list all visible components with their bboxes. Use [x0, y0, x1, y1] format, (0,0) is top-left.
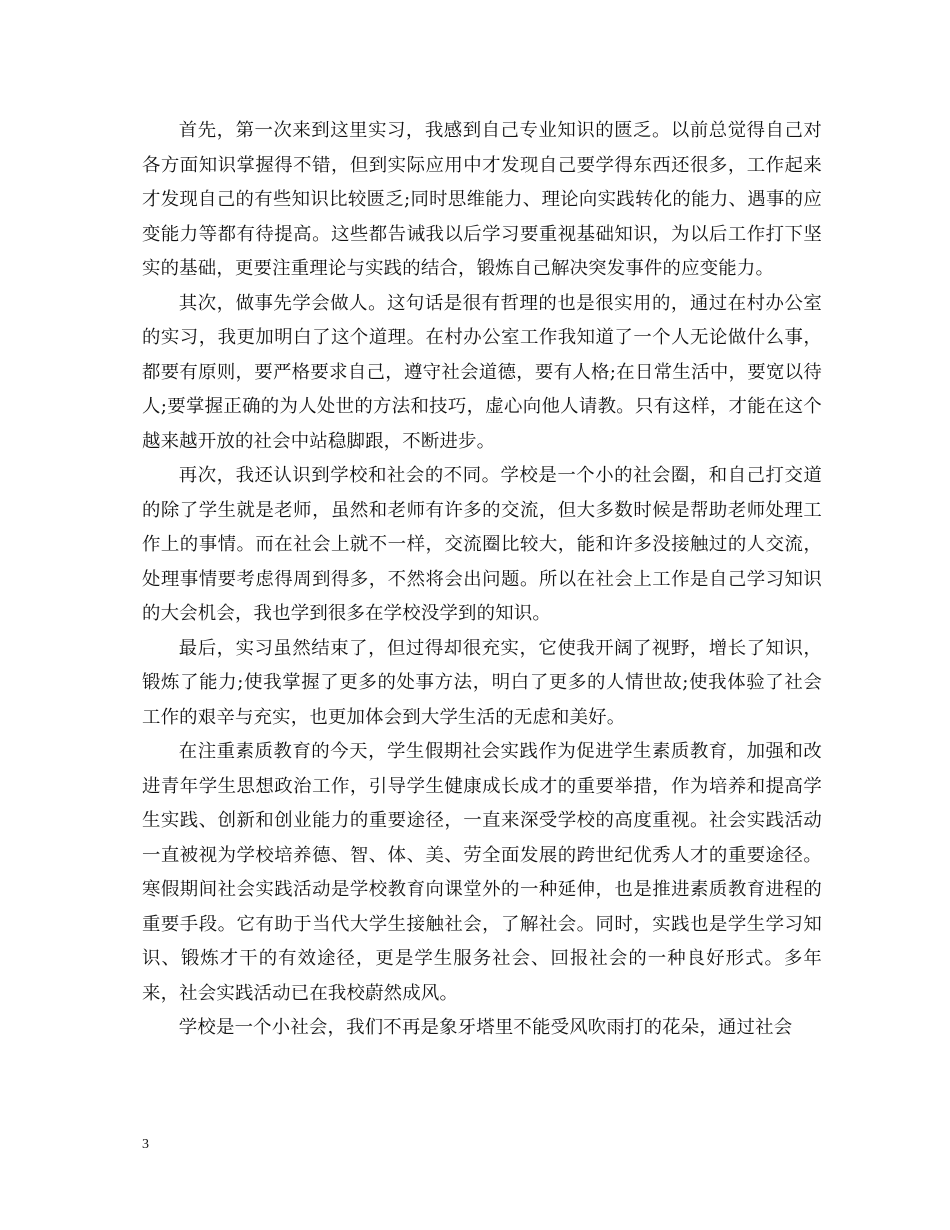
document-body [142, 114, 822, 1046]
paragraph-fifth: 在注重素质教育的今天，学生假期社会实践作为促进学生素质教育，加强和改进青年学生思想政治工作，引导学生健康成长成才的重要举措，作为培养和提高学生实践、创新和创业能力的重要途径，一直来深受学校的高度重视。社会实践活动一直被视为学校培养德、智、体、美、劳全面发展的跨世纪优秀人才的重要途径。寒假期间社会实践活动是学校教育向课堂外的一种延伸，也是推进素质教育进程的重要手段。它有助于当代大学生接触社会，了解社会。同时，实践也是学生学习知识、锻炼才干的有效途径，更是学生服务社会、回报社会的一种良好形式。多年来，社会实践活动已在我校蔚然成风。 [142, 741, 822, 1004]
paragraph-third: 再次，我还认识到学校和社会的不同。学校是一个小的社会圈，和自己打交道的除了学生就是老师，虽然和老师有许多的交流，但大多数时候是帮助老师处理工作上的事情。而在社会上就不一样，交流圈比较大，能和许多没接触过的人交流，处理事情要考虑得周到得多，不然将会出问题。所以在社会上工作是自己学习知识的大会机会，我也学到很多在学校没学到的知识。 [142, 465, 822, 624]
paragraph-second: 其次，做事先学会做人。这句话是很有哲理的也是很实用的，通过在村办公室的实习，我更加明白了这个道理。在村办公室工作我知道了一个人无论做什么事，都要有原则，要严格要求自己，遵守社会道德，要有人格;在日常生活中，要宽以待人;要掌握正确的为人处世的方法和技巧，虚心向他人请教。只有这样，才能在这个越来越开放的社会中站稳脚跟，不断进步。 [142, 292, 822, 452]
paragraph-fourth: 最后，实习虽然结束了，但过得却很充实，它使我开阔了视野，增长了知识，锻炼了能力;使我掌握了更多的处事方法，明白了更多的人情世故;使我体验了社会工作的艰辛与充实，也更加体会到大学生活的无虑和美好。 [142, 637, 822, 728]
page-number: 3 [142, 1137, 149, 1152]
paragraph-first: 首先，第一次来到这里实习，我感到自己专业知识的匮乏。以前总觉得自己对各方面知识掌握得不错，但到实际应用中才发现自己要学得东西还很多，工作起来才发现自己的有些知识比较匮乏;同时思维能力、理论向实践转化的能力、遇事的应变能力等都有待提高。这些都告诫我以后学习要重视基础知识，为以后工作打下坚实的基础，更要注重理论与实践的结合，锻炼自己解决突发事件的应变能力。 [142, 120, 822, 279]
paragraph-sixth: 学校是一个小社会，我们不再是象牙塔里不能受风吹雨打的花朵，通过社会 [178, 1017, 793, 1038]
